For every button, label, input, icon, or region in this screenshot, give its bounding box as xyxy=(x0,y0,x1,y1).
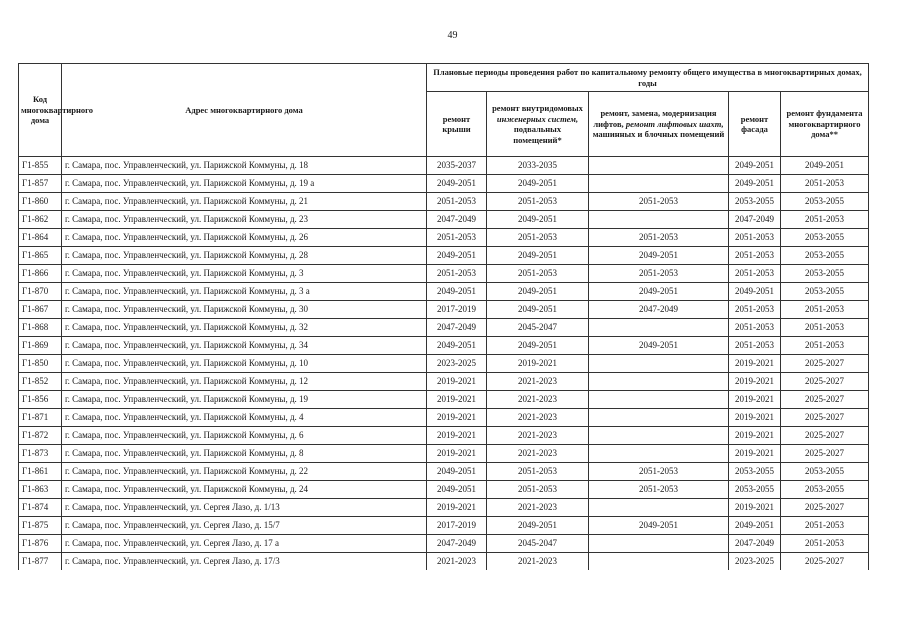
table-row xyxy=(19,373,869,391)
elevators-cell xyxy=(589,373,729,391)
elevators-cell xyxy=(589,175,729,193)
facade-cell: 2049-2051 xyxy=(729,157,781,175)
elevators-cell xyxy=(589,157,729,175)
table-row xyxy=(19,337,869,355)
facade-cell: 2051-2053 xyxy=(729,319,781,337)
foundation-cell: 2053-2055 xyxy=(781,481,869,499)
foundation-cell: 2025-2027 xyxy=(781,553,869,571)
header-facade: ремонт фасада xyxy=(729,92,781,157)
facade-cell: 2053-2055 xyxy=(729,193,781,211)
facade-cell: 2019-2021 xyxy=(729,499,781,517)
facade-cell: 2047-2049 xyxy=(729,535,781,553)
foundation-cell: 2025-2027 xyxy=(781,409,869,427)
table-row xyxy=(19,517,869,535)
code-cell: Г1-860 xyxy=(19,193,62,211)
address-cell: г. Самара, пос. Управленческий, ул. Сергея Лазо, д. 1/13 xyxy=(62,499,427,517)
table-row xyxy=(19,445,869,463)
address-cell: г. Самара, пос. Управленческий, ул. Парижской Коммуны, д. 32 xyxy=(62,319,427,337)
facade-cell: 2049-2051 xyxy=(729,175,781,193)
facade-cell: 2051-2053 xyxy=(729,247,781,265)
roof-cell: 2051-2053 xyxy=(427,193,487,211)
foundation-cell: 2051-2053 xyxy=(781,319,869,337)
foundation-cell: 2051-2053 xyxy=(781,535,869,553)
header-code: Код многоквартирного дома xyxy=(19,64,62,157)
code-cell: Г1-875 xyxy=(19,517,62,535)
facade-cell: 2019-2021 xyxy=(729,373,781,391)
header-roof: ремонт крыши xyxy=(427,92,487,157)
foundation-cell: 2053-2055 xyxy=(781,193,869,211)
systems-cell: 2051-2053 xyxy=(487,229,589,247)
elevators-cell: 2051-2053 xyxy=(589,229,729,247)
elevators-cell xyxy=(589,445,729,463)
elevators-cell: 2051-2053 xyxy=(589,265,729,283)
elevators-cell: 2051-2053 xyxy=(589,481,729,499)
systems-cell: 2051-2053 xyxy=(487,265,589,283)
table-row xyxy=(19,481,869,499)
table-row xyxy=(19,355,869,373)
systems-cell: 2033-2035 xyxy=(487,157,589,175)
facade-cell: 2047-2049 xyxy=(729,211,781,229)
code-cell: Г1-873 xyxy=(19,445,62,463)
foundation-cell: 2051-2053 xyxy=(781,337,869,355)
systems-cell: 2051-2053 xyxy=(487,193,589,211)
header-systems-italic: инженерных систем, xyxy=(496,113,579,124)
address-cell: г. Самара, пос. Управленческий, ул. Парижской Коммуны, д. 18 xyxy=(62,157,427,175)
elevators-cell xyxy=(589,535,729,553)
foundation-cell: 2053-2055 xyxy=(781,463,869,481)
header-address: Адрес многоквартирного дома xyxy=(62,64,427,157)
systems-cell: 2021-2023 xyxy=(487,445,589,463)
address-cell: г. Самара, пос. Управленческий, ул. Парижской Коммуны, д. 10 xyxy=(62,355,427,373)
header-systems-post: подвальных помещений* xyxy=(513,124,562,145)
table-row xyxy=(19,409,869,427)
roof-cell: 2023-2025 xyxy=(427,355,487,373)
code-cell: Г1-872 xyxy=(19,427,62,445)
elevators-cell: 2049-2051 xyxy=(589,283,729,301)
elevators-cell xyxy=(589,553,729,571)
roof-cell: 2035-2037 xyxy=(427,157,487,175)
code-cell: Г1-868 xyxy=(19,319,62,337)
header-elevators-pre: ремонт, замена, модернизация лифтов, xyxy=(593,108,717,129)
address-cell: г. Самара, пос. Управленческий, ул. Сергея Лазо, д. 15/7 xyxy=(62,517,427,535)
foundation-cell: 2025-2027 xyxy=(781,355,869,373)
elevators-cell: 2047-2049 xyxy=(589,301,729,319)
roof-cell: 2047-2049 xyxy=(427,211,487,229)
facade-cell: 2019-2021 xyxy=(729,445,781,463)
facade-cell: 2019-2021 xyxy=(729,355,781,373)
roof-cell: 2047-2049 xyxy=(427,535,487,553)
foundation-cell: 2025-2027 xyxy=(781,499,869,517)
address-cell: г. Самара, пос. Управленческий, ул. Парижской Коммуны, д. 26 xyxy=(62,229,427,247)
table-row xyxy=(19,193,869,211)
address-cell: г. Самара, пос. Управленческий, ул. Парижской Коммуны, д. 30 xyxy=(62,301,427,319)
table-body xyxy=(19,157,869,571)
roof-cell: 2019-2021 xyxy=(427,409,487,427)
table-row xyxy=(19,229,869,247)
address-cell: г. Самара, пос. Управленческий, ул. Парижской Коммуны, д. 28 xyxy=(62,247,427,265)
roof-cell: 2047-2049 xyxy=(427,319,487,337)
table-row xyxy=(19,463,869,481)
systems-cell: 2049-2051 xyxy=(487,337,589,355)
systems-cell: 2021-2023 xyxy=(487,553,589,571)
address-cell: г. Самара, пос. Управленческий, ул. Парижской Коммуны, д. 19 xyxy=(62,391,427,409)
code-cell: Г1-855 xyxy=(19,157,62,175)
facade-cell: 2051-2053 xyxy=(729,337,781,355)
elevators-cell xyxy=(589,409,729,427)
elevators-cell xyxy=(589,427,729,445)
capital-repair-table xyxy=(18,63,869,570)
table-row xyxy=(19,265,869,283)
foundation-cell: 2049-2051 xyxy=(781,157,869,175)
table-row xyxy=(19,391,869,409)
roof-cell: 2019-2021 xyxy=(427,499,487,517)
elevators-cell: 2049-2051 xyxy=(589,517,729,535)
facade-cell: 2019-2021 xyxy=(729,427,781,445)
address-cell: г. Самара, пос. Управленческий, ул. Парижской Коммуны, д. 23 xyxy=(62,211,427,229)
address-cell: г. Самара, пос. Управленческий, ул. Парижской Коммуны, д. 21 xyxy=(62,193,427,211)
table-row xyxy=(19,499,869,517)
foundation-cell: 2051-2053 xyxy=(781,175,869,193)
table-row xyxy=(19,175,869,193)
roof-cell: 2019-2021 xyxy=(427,391,487,409)
address-cell: г. Самара, пос. Управленческий, ул. Парижской Коммуны, д. 24 xyxy=(62,481,427,499)
systems-cell: 2051-2053 xyxy=(487,463,589,481)
roof-cell: 2049-2051 xyxy=(427,337,487,355)
facade-cell: 2053-2055 xyxy=(729,481,781,499)
foundation-cell: 2053-2055 xyxy=(781,283,869,301)
foundation-cell: 2025-2027 xyxy=(781,391,869,409)
roof-cell: 2049-2051 xyxy=(427,283,487,301)
address-cell: г. Самара, пос. Управленческий, ул. Сергея Лазо, д. 17 а xyxy=(62,535,427,553)
roof-cell: 2049-2051 xyxy=(427,175,487,193)
foundation-cell: 2051-2053 xyxy=(781,517,869,535)
foundation-cell: 2025-2027 xyxy=(781,445,869,463)
header-systems xyxy=(487,92,589,157)
elevators-cell xyxy=(589,499,729,517)
table-row xyxy=(19,553,869,571)
facade-cell: 2019-2021 xyxy=(729,391,781,409)
table-header xyxy=(19,64,869,157)
code-cell: Г1-850 xyxy=(19,355,62,373)
facade-cell: 2023-2025 xyxy=(729,553,781,571)
systems-cell: 2049-2051 xyxy=(487,175,589,193)
code-cell: Г1-877 xyxy=(19,553,62,571)
systems-cell: 2045-2047 xyxy=(487,319,589,337)
code-cell: Г1-870 xyxy=(19,283,62,301)
page-number: 49 xyxy=(447,30,458,41)
systems-cell: 2021-2023 xyxy=(487,391,589,409)
address-cell: г. Самара, пос. Управленческий, ул. Парижской Коммуны, д. 6 xyxy=(62,427,427,445)
foundation-cell: 2053-2055 xyxy=(781,265,869,283)
roof-cell: 2049-2051 xyxy=(427,247,487,265)
elevators-cell: 2051-2053 xyxy=(589,463,729,481)
foundation-cell: 2051-2053 xyxy=(781,211,869,229)
header-elevators xyxy=(589,92,729,157)
code-cell: Г1-867 xyxy=(19,301,62,319)
header-periods: Плановые периоды проведения работ по капитальному ремонту общего имущества в многоквартирных домах, годы xyxy=(427,64,869,92)
table-row xyxy=(19,157,869,175)
code-cell: Г1-863 xyxy=(19,481,62,499)
foundation-cell: 2025-2027 xyxy=(781,427,869,445)
systems-cell: 2019-2021 xyxy=(487,355,589,373)
roof-cell: 2019-2021 xyxy=(427,427,487,445)
address-cell: г. Самара, пос. Управленческий, ул. Парижской Коммуны, д. 8 xyxy=(62,445,427,463)
facade-cell: 2051-2053 xyxy=(729,265,781,283)
header-systems-pre: ремонт внутридомовых xyxy=(492,103,583,113)
systems-cell: 2021-2023 xyxy=(487,373,589,391)
elevators-cell xyxy=(589,355,729,373)
facade-cell: 2051-2053 xyxy=(729,229,781,247)
systems-cell: 2049-2051 xyxy=(487,301,589,319)
roof-cell: 2019-2021 xyxy=(427,373,487,391)
address-cell: г. Самара, пос. Управленческий, ул. Парижской Коммуны, д. 12 xyxy=(62,373,427,391)
address-cell: г. Самара, пос. Управленческий, ул. Парижской Коммуны, д. 19 а xyxy=(62,175,427,193)
address-cell: г. Самара, пос. Управленческий, ул. Парижской Коммуны, д. 34 xyxy=(62,337,427,355)
code-cell: Г1-862 xyxy=(19,211,62,229)
table-row xyxy=(19,247,869,265)
roof-cell: 2051-2053 xyxy=(427,229,487,247)
systems-cell: 2049-2051 xyxy=(487,211,589,229)
elevators-cell: 2049-2051 xyxy=(589,337,729,355)
roof-cell: 2019-2021 xyxy=(427,445,487,463)
systems-cell: 2049-2051 xyxy=(487,517,589,535)
code-cell: Г1-874 xyxy=(19,499,62,517)
table-row xyxy=(19,535,869,553)
code-cell: Г1-876 xyxy=(19,535,62,553)
header-foundation: ремонт фундамента многоквартирного дома** xyxy=(781,92,869,157)
address-cell: г. Самара, пос. Управленческий, ул. Парижской Коммуны, д. 3 xyxy=(62,265,427,283)
facade-cell: 2019-2021 xyxy=(729,409,781,427)
systems-cell: 2049-2051 xyxy=(487,283,589,301)
elevators-cell: 2049-2051 xyxy=(589,247,729,265)
address-cell: г. Самара, пос. Управленческий, ул. Парижской Коммуны, д. 3 а xyxy=(62,283,427,301)
elevators-cell xyxy=(589,391,729,409)
roof-cell: 2021-2023 xyxy=(427,553,487,571)
address-cell: г. Самара, пос. Управленческий, ул. Парижской Коммуны, д. 4 xyxy=(62,409,427,427)
facade-cell: 2049-2051 xyxy=(729,283,781,301)
roof-cell: 2017-2019 xyxy=(427,301,487,319)
systems-cell: 2021-2023 xyxy=(487,427,589,445)
elevators-cell xyxy=(589,211,729,229)
foundation-cell: 2053-2055 xyxy=(781,247,869,265)
code-cell: Г1-864 xyxy=(19,229,62,247)
code-cell: Г1-866 xyxy=(19,265,62,283)
header-elevators-post: машинных и блочных помещений xyxy=(592,129,725,140)
code-cell: Г1-865 xyxy=(19,247,62,265)
code-cell: Г1-861 xyxy=(19,463,62,481)
roof-cell: 2049-2051 xyxy=(427,481,487,499)
code-cell: Г1-869 xyxy=(19,337,62,355)
address-cell: г. Самара, пос. Управленческий, ул. Парижской Коммуны, д. 22 xyxy=(62,463,427,481)
foundation-cell: 2025-2027 xyxy=(781,373,869,391)
elevators-cell xyxy=(589,319,729,337)
facade-cell: 2051-2053 xyxy=(729,301,781,319)
code-cell: Г1-871 xyxy=(19,409,62,427)
roof-cell: 2017-2019 xyxy=(427,517,487,535)
systems-cell: 2021-2023 xyxy=(487,499,589,517)
header-elevators-italic: ремонт лифтовых шахт, xyxy=(625,118,724,129)
address-cell: г. Самара, пос. Управленческий, ул. Сергея Лазо, д. 17/3 xyxy=(62,553,427,571)
systems-cell: 2049-2051 xyxy=(487,247,589,265)
systems-cell: 2051-2053 xyxy=(487,481,589,499)
table-row xyxy=(19,283,869,301)
code-cell: Г1-857 xyxy=(19,175,62,193)
foundation-cell: 2051-2053 xyxy=(781,301,869,319)
elevators-cell: 2051-2053 xyxy=(589,193,729,211)
systems-cell: 2045-2047 xyxy=(487,535,589,553)
roof-cell: 2051-2053 xyxy=(427,265,487,283)
table-row xyxy=(19,301,869,319)
table-row xyxy=(19,211,869,229)
facade-cell: 2053-2055 xyxy=(729,463,781,481)
code-cell: Г1-852 xyxy=(19,373,62,391)
code-cell: Г1-856 xyxy=(19,391,62,409)
roof-cell: 2049-2051 xyxy=(427,463,487,481)
table-row xyxy=(19,427,869,445)
table-row xyxy=(19,319,869,337)
foundation-cell: 2053-2055 xyxy=(781,229,869,247)
facade-cell: 2049-2051 xyxy=(729,517,781,535)
systems-cell: 2021-2023 xyxy=(487,409,589,427)
